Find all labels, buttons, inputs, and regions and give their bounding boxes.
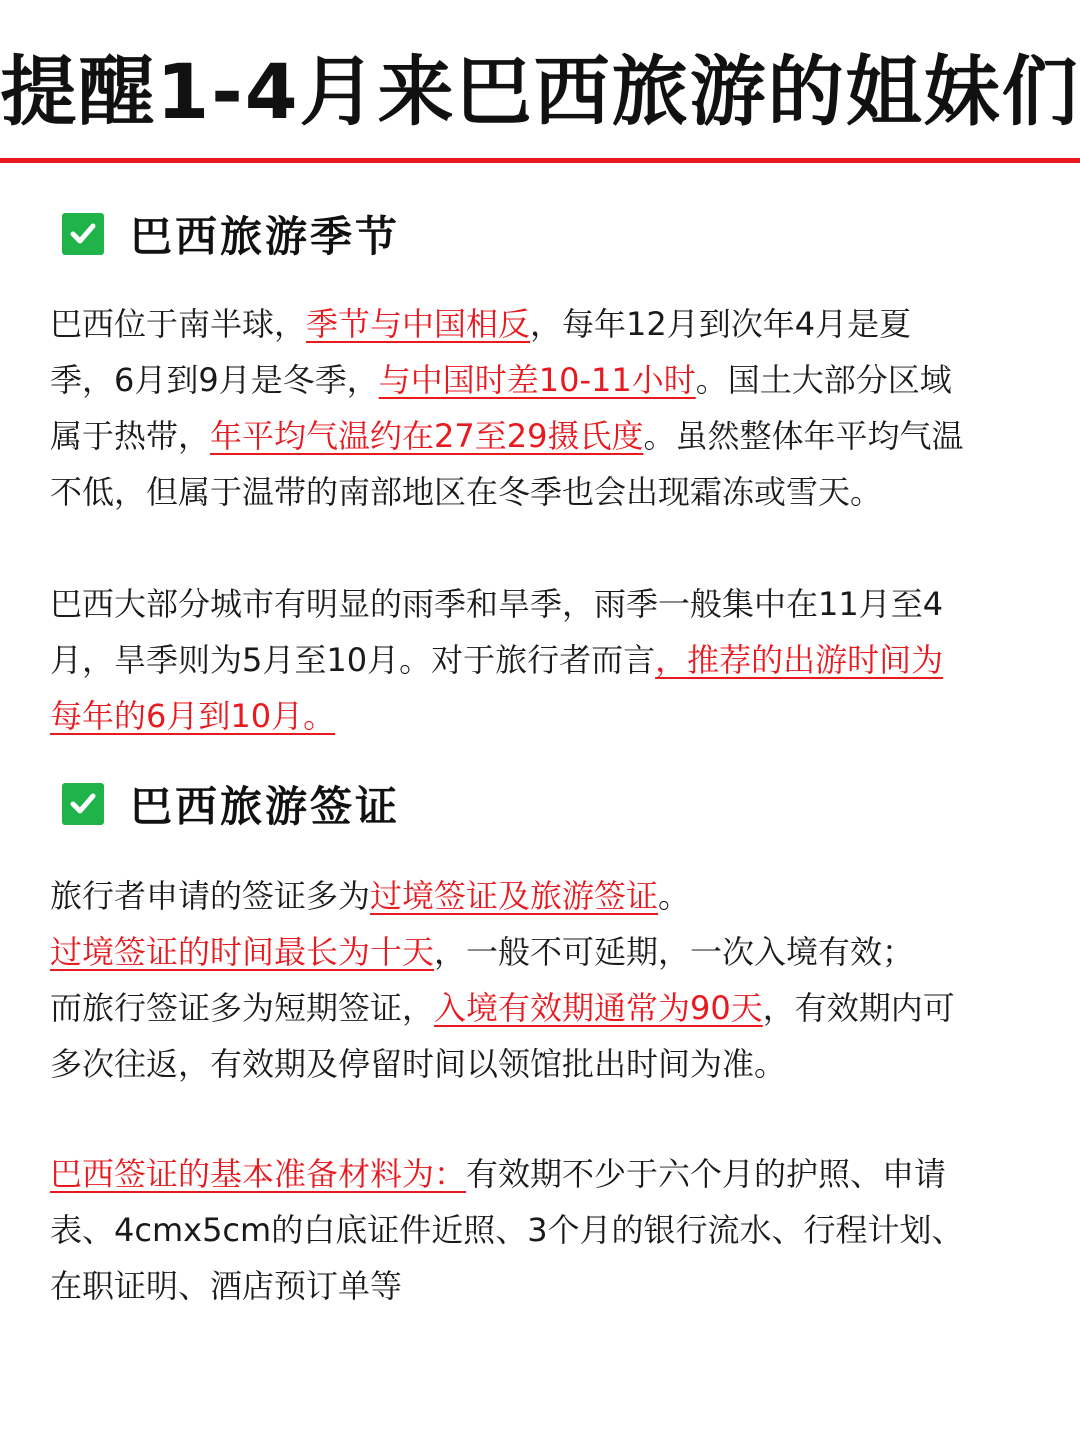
body-text: 在职证明、酒店预订单等 [50,1267,403,1305]
text-line [50,1146,1040,1202]
body-text: 。 [658,877,691,915]
text-line [50,1202,1040,1258]
body-text: 不低，但属于温带的南部地区在冬季也会出现霜冻或雪天。 [50,473,883,511]
section-heading-season [62,204,400,264]
body-text: 季，6月到9月是冬季， [50,361,379,399]
body-text: 属于热带， [50,417,211,455]
body-text: 月，旱季则为5月至10月。对于旅行者而言 [50,641,656,679]
body-text: 有效期不少于六个月的护照、申请 [466,1155,947,1193]
text-line [50,868,1040,924]
body-text: 。国土大部分区域 [695,361,952,399]
body-text: ，每年12月到次年4月是夏 [530,305,912,343]
body-text: 巴西大部分城市有明显的雨季和旱季，雨季一般集中在11月至4 [50,585,944,623]
text-line [50,632,1040,688]
section-heading-visa [62,774,400,834]
body-text: 巴西位于南半球， [50,305,307,343]
text-line [50,352,1040,408]
highlighted-text: 与中国时差10-11小时 [378,361,696,399]
highlighted-text: ，推荐的出游时间为 [655,641,944,679]
text-line [50,296,1040,352]
text-line [50,1258,1040,1314]
text-line [50,464,1040,520]
text-line [50,408,1040,464]
section-heading-label: 巴西旅游签证 [130,782,401,831]
text-line [50,576,1040,632]
highlighted-text: 季节与中国相反 [306,305,531,343]
paragraph-season-rain [50,576,1040,744]
text-line [50,1036,1040,1092]
text-line [50,980,1040,1036]
body-text: 旅行者申请的签证多为 [50,877,371,915]
highlighted-text: 每年的6月到10月。 [50,697,336,735]
body-text: 。虽然整体年平均气温 [643,417,964,455]
section-heading-label: 巴西旅游季节 [130,212,401,261]
body-text: 表、4cmx5cm的白底证件近照、3个月的银行流水、行程计划、 [50,1211,964,1249]
paragraph-visa-materials [50,1146,1040,1314]
body-text: 多次往返，有效期及停留时间以领馆批出时间为准。 [50,1045,787,1083]
highlighted-text: 入境有效期通常为90天 [434,989,763,1027]
body-text: ，一般不可延期，一次入境有效； [434,933,915,971]
body-text: 而旅行签证多为短期签证， [50,989,435,1027]
highlighted-text: 巴西签证的基本准备材料为： [50,1155,467,1193]
check-mark-icon [62,783,104,825]
highlighted-text: 过境签证及旅游签证 [370,877,659,915]
paragraph-season-climate [50,296,1040,520]
body-text: ，有效期内可 [762,989,955,1027]
text-line [50,688,1040,744]
paragraph-visa-types [50,868,1040,1092]
page-title: 提醒1-4月来巴西旅游的姐妹们 [0,47,1080,136]
check-mark-icon [62,213,104,255]
highlighted-text: 过境签证的时间最长为十天 [50,933,435,971]
title-divider [0,158,1080,163]
highlighted-text: 年平均气温约在27至29摄氏度 [210,417,644,455]
text-line [50,924,1040,980]
